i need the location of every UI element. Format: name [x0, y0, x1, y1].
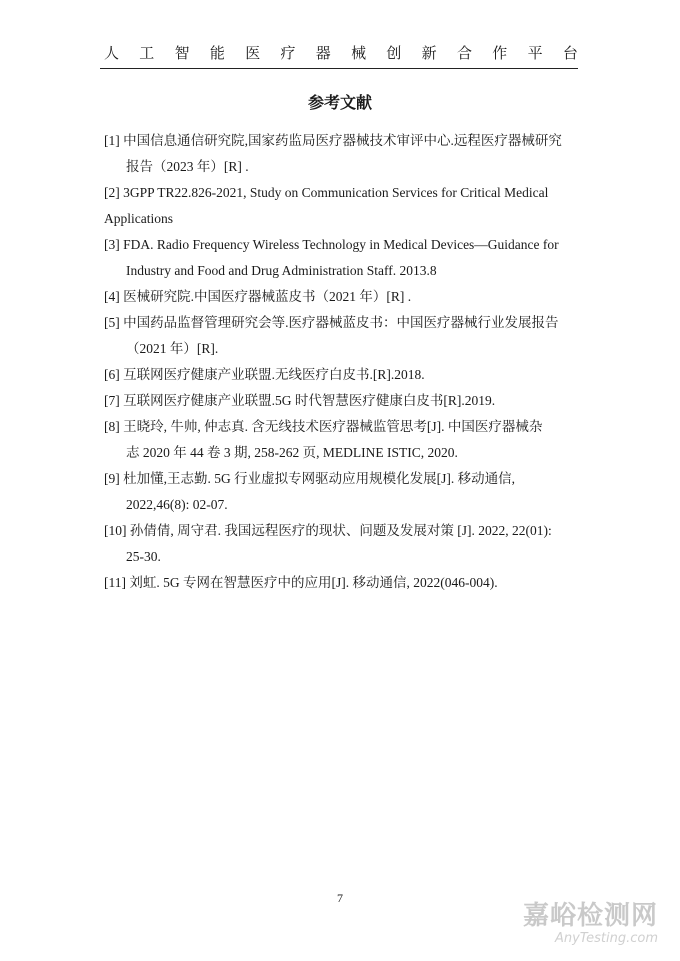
reference-text-line1: 互联网医疗健康产业联盟.5G 时代智慧医疗健康白皮书[R].2019.	[123, 393, 496, 408]
reference-text-line2: 2022,46(8): 02-07.	[126, 497, 228, 512]
watermark	[523, 901, 658, 947]
reference-number: [6]	[104, 367, 120, 382]
header-char: 能	[209, 46, 225, 62]
watermark-cn-text: 嘉峪检测网	[522, 901, 658, 931]
reference-text-line1: 孙倩倩, 周守君. 我国远程医疗的现状、问题及发展对策 [J]. 2022, 22(01):	[129, 523, 552, 538]
reference-item	[104, 232, 578, 284]
page-title: 参考文献	[307, 93, 372, 112]
reference-number: [4]	[104, 289, 120, 304]
reference-number: [3]	[104, 237, 120, 252]
reference-number: [10]	[104, 523, 127, 538]
reference-text-line1: 中国药品监督管理研究会等.医疗器械蓝皮书：中国医疗器械行业发展报告	[123, 315, 559, 330]
reference-item	[104, 518, 578, 570]
header-char: 工	[139, 46, 155, 62]
reference-item	[104, 570, 578, 596]
reference-number: [11]	[104, 575, 126, 590]
reference-text-line1: 医械研究院.中国医疗器械蓝皮书（2021 年）[R] .	[123, 289, 412, 304]
header-char: 器	[315, 46, 331, 62]
reference-number: [2]	[104, 185, 120, 200]
header-char: 作	[492, 46, 508, 62]
running-header	[104, 44, 578, 64]
reference-text-line2: 25-30.	[126, 549, 161, 564]
reference-text-line1: 互联网医疗健康产业联盟.无线医疗白皮书.[R].2018.	[123, 367, 425, 382]
reference-item	[104, 180, 578, 232]
reference-number: [9]	[104, 471, 120, 486]
page-number: 7	[337, 891, 343, 905]
header-char: 智	[174, 46, 190, 62]
header-char: 新	[421, 46, 437, 62]
reference-text-line1: 中国信息通信研究院,国家药监局医疗器械技术审评中心.远程医疗器械研究	[123, 133, 562, 148]
header-char: 械	[351, 46, 367, 62]
reference-text-line1: 王晓玲, 牛帅, 仲志真. 含无线技术医疗器械监管思考[J]. 中国医疗器械杂	[123, 419, 543, 434]
reference-item	[104, 128, 578, 180]
reference-text-line2: Industry and Food and Drug Administration Staff. 2013.8	[126, 263, 437, 278]
reference-number: [8]	[104, 419, 120, 434]
reference-item	[104, 284, 578, 310]
reference-text-line1: 3GPP TR22.826-2021, Study on Communication Services for Critical Medical	[123, 185, 549, 200]
reference-item	[104, 388, 578, 414]
reference-text-line2: Applications	[104, 211, 173, 226]
header-char: 疗	[280, 46, 296, 62]
reference-text-line2: （2021 年）[R].	[126, 341, 219, 356]
reference-text-line1: 刘虹. 5G 专网在智慧医疗中的应用[J]. 移动通信, 2022(046-004).	[129, 575, 498, 590]
reference-text-line1: FDA. Radio Frequency Wireless Technology in Medical Devices—Guidance for	[123, 237, 559, 252]
header-char: 人	[104, 46, 120, 62]
header-char: 合	[456, 46, 472, 62]
header-char: 台	[562, 46, 578, 62]
reference-number: [5]	[104, 315, 120, 330]
header-char: 创	[386, 46, 402, 62]
reference-text-line1: 杜加懂,王志勤. 5G 行业虚拟专网驱动应用规模化发展[J]. 移动通信,	[123, 471, 515, 486]
reference-item	[104, 414, 578, 466]
header-char: 医	[245, 46, 261, 62]
reference-text-line2: 报告（2023 年）[R] .	[126, 159, 249, 174]
header-rule	[100, 68, 578, 69]
reference-item	[104, 466, 578, 518]
reference-list	[104, 128, 578, 596]
reference-number: [1]	[104, 133, 120, 148]
reference-number: [7]	[104, 393, 120, 408]
watermark-en-text: AnyTesting.com	[554, 931, 658, 946]
header-char: 平	[527, 46, 543, 62]
reference-item	[104, 310, 578, 362]
reference-text-line2: 志 2020 年 44 卷 3 期, 258-262 页, MEDLINE ISTIC, 2020.	[126, 445, 458, 460]
reference-item	[104, 362, 578, 388]
